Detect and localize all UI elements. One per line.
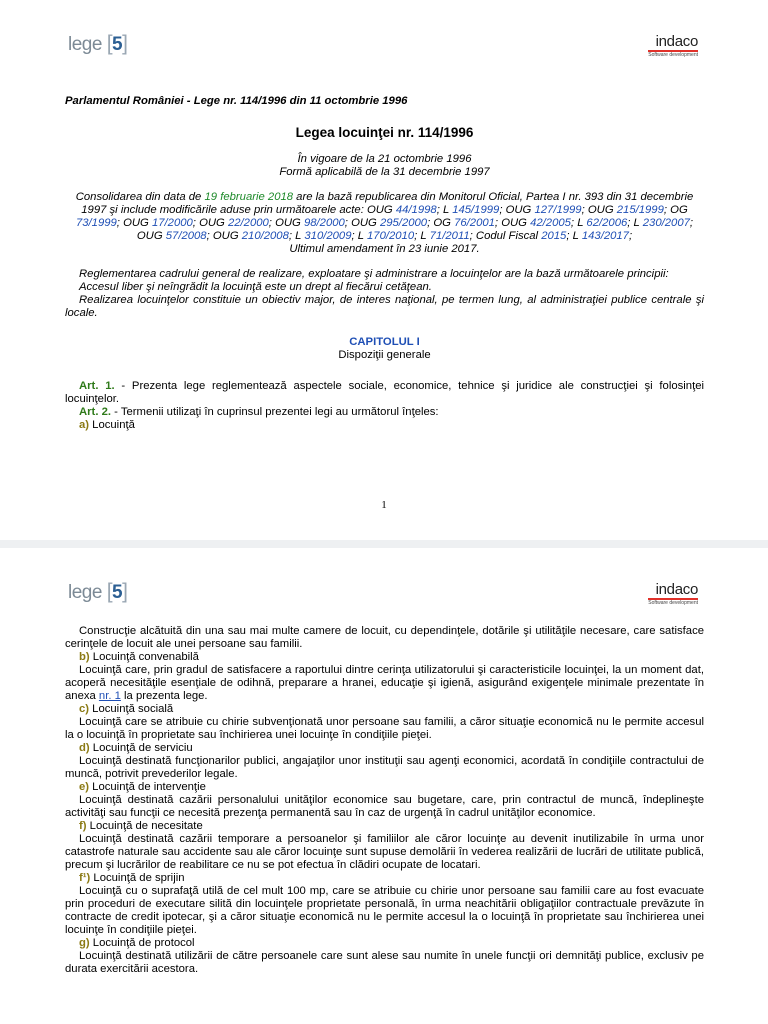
- lege5-logo: lege [5]: [68, 580, 128, 603]
- article-1: Art. 1. - Prezenta lege reglementează aspectele sociale, economice, tehnice şi juridice ale construcţiei şi folosinţei locuinţelor.: [65, 380, 705, 405]
- article-2: Art. 2. - Termenii utilizaţi în cuprinsul prezentei legi au următorul înţeles:: [79, 406, 439, 418]
- amending-act-type: L: [442, 204, 453, 216]
- page-1-body: [65, 95, 704, 432]
- definition-f1-title: f¹) Locuinţă de sprijin: [79, 872, 185, 884]
- definition-f-title: f) Locuinţă de necesitate: [79, 820, 203, 832]
- definition-b-title: b) Locuinţă convenabilă: [79, 651, 199, 663]
- preamble-line: Realizarea locuinţelor constituie un obiectiv major, de interes naţional, pe termen lung, al administraţiei publice centrale şi locale.: [65, 294, 704, 319]
- article-1-label: Art. 1.: [79, 380, 115, 392]
- amending-act-type: OUG: [199, 217, 228, 229]
- page-separator: [0, 540, 768, 548]
- definition-e-title: e) Locuinţă de intervenţie: [79, 781, 206, 793]
- amending-act-link[interactable]: 295/2000: [379, 217, 428, 229]
- definition-d-text: Locuinţă destinată funcţionarilor publici, angajaţilor unor instituţii sau agenţi economici, acordată în condiţiile contractului de muncă, potrivit prevederilor legale.: [65, 755, 704, 780]
- chapter-heading: CAPITOLUL I: [349, 336, 420, 348]
- amending-act-type: L: [295, 230, 305, 242]
- law-title: Legea locuinţei nr. 114/1996: [295, 125, 474, 140]
- consolidation-paragraph: Consolidarea din data de 19 februarie 2018 are la bază republicarea din Monitorul Oficial, Partea I nr. 393 din 31 decembrie 1997 şi include modificările aduse prin următoarele acte: OUG 44/1998; L 145/1999; OUG 127/1999; OUG 215/1999; OG 73/1999; OUG 17/2000; OUG 22/2000; OUG 98/2000; OUG 295/2000; OG 76/2001; OUG 42/2005; L 62/2006; L 230/2007; OUG 57/2008; OUG 210/2008; L 310/2009; L 170/2010; L 71/2011; Codul Fiscal 2015; L 143/2017; Ultimul amendament în 23 iunie 2017.: [75, 191, 694, 255]
- amending-act-link[interactable]: 230/2007: [642, 217, 690, 229]
- amending-act-link[interactable]: 22/2000: [227, 217, 269, 229]
- amending-act-type: L: [420, 230, 430, 242]
- lege5-logo: lege [5]: [68, 32, 128, 55]
- definition-f-text: Locuinţă destinată cazării temporare a persoanelor şi familiilor ale căror locuinţe au devenit inutilizabile în urma unor catastrofe naturale sau accidente sau ale căror locuinţe sunt supuse demolării în vederea realizării de lucrări de utilitate publică, precum şi lucrărilor de reabilitare ce nu se pot efectua în clădiri ocupate de locatari.: [65, 833, 704, 871]
- amending-act-link[interactable]: 73/1999: [75, 217, 117, 229]
- applicable-line: Formă aplicabilă de la 31 decembrie 1997: [279, 166, 490, 178]
- chapter-subtitle: Dispoziţii generale: [338, 349, 431, 361]
- definition-c-title: c) Locuinţă socială: [79, 703, 174, 715]
- amending-act-link[interactable]: 98/2000: [303, 217, 345, 229]
- amending-act-link[interactable]: 170/2010: [367, 230, 415, 242]
- definition-f1-text: Locuinţă cu o suprafaţă utilă de cel mult 100 mp, care se atribuie cu chirie unor persoane sau familii care au fost evacuate prin proceduri de executare silită din locuinţele proprietate personală, în urma neachitării obligaţiilor contractuale prevăzute în contracte de credit ipotecar, şi a căror situaţie economică nu le permite accesul la o locuinţă în proprietate sau închirierea unei locuinţe în condiţiile pieţei.: [65, 885, 704, 936]
- amending-act-type: L: [357, 230, 367, 242]
- amending-act-link[interactable]: 71/2011: [429, 230, 470, 242]
- amending-act-type: OG: [670, 204, 688, 216]
- amending-act-link[interactable]: 310/2009: [304, 230, 352, 242]
- document-page-2: [0, 548, 768, 1024]
- amending-act-link[interactable]: 62/2006: [586, 217, 628, 229]
- amending-act-link[interactable]: 2015: [541, 230, 567, 242]
- page-header: [68, 578, 698, 608]
- amending-act-type: OUG: [212, 230, 242, 242]
- preamble-line: Accesul liber şi neîngrădit la locuinţă este un drept al fiecărui cetăţean.: [79, 281, 432, 293]
- amending-act-type: OUG: [123, 217, 152, 229]
- annex-1-link[interactable]: nr. 1: [98, 690, 121, 702]
- definition-a-text: Construcţie alcătuită din una sau mai multe camere de locuit, cu dependinţele, dotările şi utilităţile necesare, care satisface cerinţele de locuit ale unei persoane sau familii.: [65, 625, 704, 650]
- definition-e-text: Locuinţă destinată cazării personalului unităţilor economice sau bugetare, care, prin contractul de muncă, îndeplineşte activităţi sau funcţii ce necesită prezenţa permanentă sau în caz de urgenţă în cadrul unităţilor economice.: [65, 794, 704, 819]
- definition-d-title: d) Locuinţă de serviciu: [79, 742, 193, 754]
- amending-act-type: L: [572, 230, 582, 242]
- amending-act-link[interactable]: 143/2017: [581, 230, 629, 242]
- preamble: [65, 268, 704, 320]
- amending-act-type: OUG: [366, 204, 396, 216]
- amending-act-type: L: [577, 217, 587, 229]
- amending-act-type: L: [633, 217, 643, 229]
- definition-g-title: g) Locuinţă de protocol: [79, 937, 195, 949]
- amending-act-type: OUG: [505, 204, 535, 216]
- amending-act-link[interactable]: 44/1998: [395, 204, 437, 216]
- page-2-body: [65, 625, 704, 976]
- indaco-logo: indaco Software development: [648, 33, 698, 58]
- source-line: Parlamentul României - Lege nr. 114/1996 din 11 octombrie 1996: [65, 95, 408, 107]
- in-force-line: În vigoare de la 21 octombrie 1996: [297, 153, 472, 165]
- amending-act-type: OUG: [587, 204, 617, 216]
- amending-acts-list: OUG 44/1998; L 145/1999; OUG 127/1999; OUG 215/1999; OG 73/1999; OUG 17/2000; OUG 22/2000; OUG 98/2000; OUG 295/2000; OG 76/2001; OUG 42/2005; L 62/2006; L 230/2007; OUG 57/2008; OUG 210/2008; L 310/2009; L 170/2010; L 71/2011; Codul Fiscal 2015; L 143/2017;: [75, 204, 694, 242]
- indaco-logo: indaco Software development: [648, 581, 698, 606]
- article-2-label: Art. 2.: [79, 406, 112, 418]
- amending-act-type: OUG: [351, 217, 380, 229]
- page-number: 1: [381, 499, 387, 511]
- amending-act-link[interactable]: 42/2005: [530, 217, 571, 229]
- amending-act-link[interactable]: 57/2008: [165, 230, 207, 242]
- page-header: [68, 30, 698, 60]
- preamble-line: Reglementarea cadrului general de realizare, exploatare şi administrare a locuinţelor are la bază următoarele principii:: [79, 268, 669, 280]
- definition-b-text: Locuinţă care, prin gradul de satisfacere a raportului dintre cerinţa utilizatorului şi caracteristicile locuinţei, la un moment dat, acoperă necesităţile esenţiale de odihnă, preparare a hranei, educaţie şi igienă, asigurând exigenţele minimale prezentate în anexa nr. 1 la prezenta lege.: [65, 664, 704, 702]
- amending-act-link[interactable]: 17/2000: [151, 217, 193, 229]
- definition-c-text: Locuinţă care se atribuie cu chirie subvenţionată unor persoane sau familii, a căror situaţie economică nu le permite accesul la o locuinţă în proprietate sau închirierea unei locuinţe în condiţiile pieţei.: [65, 716, 704, 741]
- definition-g-text: Locuinţă destinată utilizării de către persoanele care sunt alese sau numite în unele funcţii ori demnităţi publice, exclusiv pe durata exercitării acestora.: [65, 950, 704, 975]
- amending-act-type: OUG: [275, 217, 304, 229]
- amending-act-link[interactable]: 210/2008: [241, 230, 289, 242]
- amending-act-type: OUG: [501, 217, 531, 229]
- amending-act-link[interactable]: 215/1999: [616, 204, 664, 216]
- amending-act-type: OUG: [136, 230, 166, 242]
- definition-a-title: a) Locuinţă: [79, 419, 135, 431]
- amending-act-type: OG: [433, 217, 455, 229]
- amending-act-type: Codul Fiscal: [475, 230, 542, 242]
- amending-act-link[interactable]: 145/1999: [452, 204, 500, 216]
- amending-act-link[interactable]: 127/1999: [534, 204, 582, 216]
- amending-act-link[interactable]: 76/2001: [454, 217, 495, 229]
